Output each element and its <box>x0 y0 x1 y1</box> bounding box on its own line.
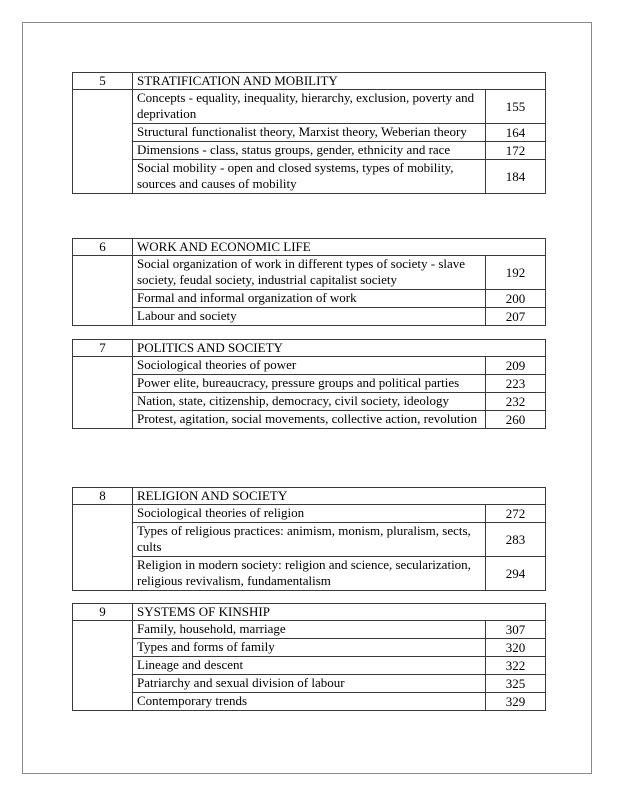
page-number: 155 <box>486 90 546 124</box>
topic-text: Contemporary trends <box>133 693 486 711</box>
unit-title: RELIGION AND SOCIETY <box>133 488 546 505</box>
topic-text: Patriarchy and sexual division of labour <box>133 675 486 693</box>
unit-title: POLITICS AND SOCIETY <box>133 340 546 357</box>
topic-text: Religion in modern society: religion and science, secularization, religious revivalism, fundamentalism <box>133 557 486 591</box>
topic-text: Sociological theories of power <box>133 357 486 375</box>
unit-header-row <box>73 73 546 90</box>
topic-row <box>73 90 546 124</box>
page-number: 307 <box>486 621 546 639</box>
topic-row <box>73 393 546 411</box>
topic-text: Nation, state, citizenship, democracy, civil society, ideology <box>133 393 486 411</box>
page-number: 260 <box>486 411 546 429</box>
topic-text: Structural functionalist theory, Marxist theory, Weberian theory <box>133 124 486 142</box>
unit-number-spacer <box>73 505 133 591</box>
topic-text: Types and forms of family <box>133 639 486 657</box>
page-number: 272 <box>486 505 546 523</box>
unit-table-7 <box>72 339 546 429</box>
page-number: 329 <box>486 693 546 711</box>
topic-row <box>73 142 546 160</box>
page-number: 207 <box>486 308 546 326</box>
topic-text: Formal and informal organization of work <box>133 290 486 308</box>
page-number: 283 <box>486 523 546 557</box>
topic-row <box>73 557 546 591</box>
topic-row <box>73 523 546 557</box>
unit-header-row <box>73 239 546 256</box>
topic-row <box>73 621 546 639</box>
page-number: 320 <box>486 639 546 657</box>
unit-number: 6 <box>73 239 133 256</box>
unit-table-5 <box>72 72 546 194</box>
topic-row <box>73 124 546 142</box>
page-number: 232 <box>486 393 546 411</box>
unit-title: SYSTEMS OF KINSHIP <box>133 604 546 621</box>
unit-table-9 <box>72 603 546 711</box>
unit-number-spacer <box>73 256 133 326</box>
topic-row <box>73 357 546 375</box>
topic-row <box>73 693 546 711</box>
page-number: 223 <box>486 375 546 393</box>
page-number: 294 <box>486 557 546 591</box>
page-number: 192 <box>486 256 546 290</box>
topic-text: Concepts - equality, inequality, hierarchy, exclusion, poverty and deprivation <box>133 90 486 124</box>
page-number: 200 <box>486 290 546 308</box>
page-number: 322 <box>486 657 546 675</box>
topic-row <box>73 675 546 693</box>
unit-table-8 <box>72 487 546 591</box>
unit-number-spacer <box>73 621 133 711</box>
topic-text: Types of religious practices: animism, monism, pluralism, sects, cults <box>133 523 486 557</box>
topic-text: Family, household, marriage <box>133 621 486 639</box>
topic-text: Lineage and descent <box>133 657 486 675</box>
topic-row <box>73 290 546 308</box>
unit-number-spacer <box>73 90 133 194</box>
topic-text: Protest, agitation, social movements, collective action, revolution <box>133 411 486 429</box>
unit-title: STRATIFICATION AND MOBILITY <box>133 73 546 90</box>
page-number: 164 <box>486 124 546 142</box>
unit-title: WORK AND ECONOMIC LIFE <box>133 239 546 256</box>
topic-row <box>73 256 546 290</box>
unit-number: 9 <box>73 604 133 621</box>
unit-number-spacer <box>73 357 133 429</box>
page-number: 209 <box>486 357 546 375</box>
topic-text: Dimensions - class, status groups, gender, ethnicity and race <box>133 142 486 160</box>
page-number: 325 <box>486 675 546 693</box>
topic-text: Social organization of work in different types of society - slave society, feudal society, industrial capitalist society <box>133 256 486 290</box>
page-number: 172 <box>486 142 546 160</box>
topic-row <box>73 657 546 675</box>
topic-row <box>73 639 546 657</box>
topic-row <box>73 308 546 326</box>
unit-table-6 <box>72 238 546 326</box>
unit-header-row <box>73 604 546 621</box>
topic-text: Power elite, bureaucracy, pressure groups and political parties <box>133 375 486 393</box>
topic-text: Social mobility - open and closed systems, types of mobility, sources and causes of mobility <box>133 160 486 194</box>
topic-text: Labour and society <box>133 308 486 326</box>
page-number: 184 <box>486 160 546 194</box>
topic-row <box>73 160 546 194</box>
topic-row <box>73 375 546 393</box>
unit-number: 7 <box>73 340 133 357</box>
unit-number: 5 <box>73 73 133 90</box>
unit-header-row <box>73 340 546 357</box>
topic-text: Sociological theories of religion <box>133 505 486 523</box>
unit-number: 8 <box>73 488 133 505</box>
unit-header-row <box>73 488 546 505</box>
topic-row <box>73 505 546 523</box>
topic-row <box>73 411 546 429</box>
